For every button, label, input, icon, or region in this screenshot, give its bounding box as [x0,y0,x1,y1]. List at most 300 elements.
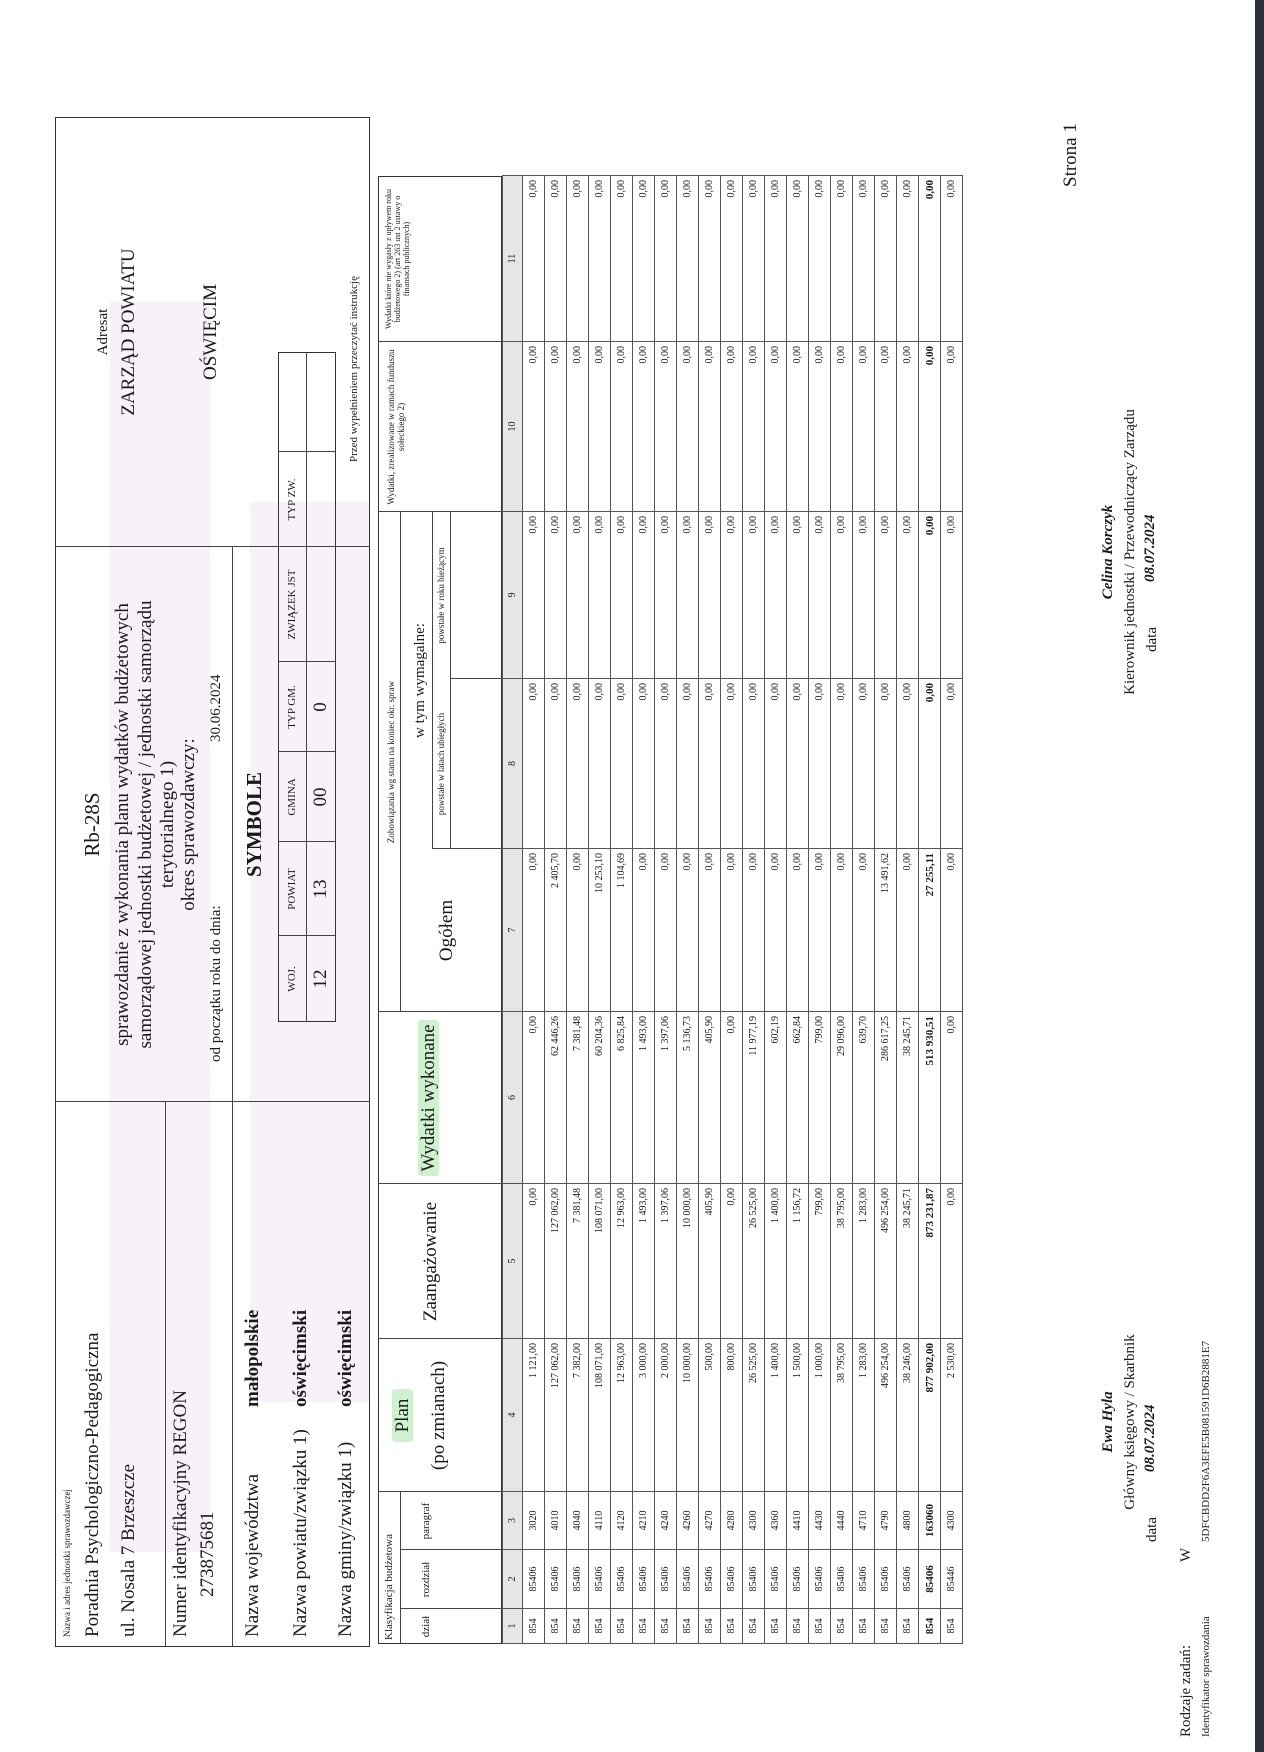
table-cell: 0,00 [897,679,919,849]
regon-value: 273875681 [197,1511,218,1597]
col-zaangazowanie: Zaangażowanie [420,1201,441,1322]
col-rok-biezacy: powstałe w roku bieżącym [436,547,446,644]
subtotal-row [919,176,941,1644]
column-number-row [503,176,523,1644]
table-cell: 4790 [875,1492,897,1550]
table-cell: 0,00 [721,679,743,849]
table-cell: 0,00 [853,679,875,849]
table-cell: 1 500,00 [787,1339,809,1492]
table-cell: 854 [523,1609,545,1644]
table-row [809,176,831,1644]
divider [400,512,401,1012]
table-cell: 0,00 [523,849,545,1012]
table-cell: 0,00 [809,176,831,342]
table-cell: 0,00 [633,342,655,512]
table-cell: 0,00 [743,176,765,342]
rodzaje-label: Rodzaje zadań: [1178,1644,1194,1737]
page-number: Strona 1 [1060,123,1081,187]
table-cell: 873 231,87 [919,1184,941,1339]
table-cell: 0,00 [699,342,721,512]
table-cell: 0,00 [721,1184,743,1339]
rodzaje-value: W [1178,1547,1194,1562]
table-cell: 0,00 [633,679,655,849]
table-cell: 4040 [567,1492,589,1550]
table-row [743,176,765,1644]
col-zobowiazania: Zobowiązania wg stanu na koniec okr. spraw [386,680,396,844]
table-cell: 0,00 [765,176,787,342]
table-cell: 85406 [875,1550,897,1609]
table-cell: 85406 [699,1550,721,1609]
klasyfikacja-label: Klasyfikacja budżetowa [383,1534,395,1640]
table-cell: 11 977,19 [743,1012,765,1184]
symbol-header-typ-gm: TYP GM. [286,685,298,729]
table-cell: 4440 [831,1492,853,1550]
table-cell: 4410 [787,1492,809,1550]
divider [165,1102,166,1647]
table-cell: 4120 [611,1492,633,1550]
table-cell: 0,00 [919,679,941,849]
table-cell: 0,00 [787,679,809,849]
table-cell: 127 062,00 [545,1339,567,1492]
table-cell: 7 382,00 [567,1339,589,1492]
table-cell: 1 493,00 [633,1012,655,1184]
table-cell: 0,00 [567,849,589,1012]
report-code: Rb-28S [80,792,104,857]
table-cell: 4710 [853,1492,875,1550]
regon-label: Numer identyfikacyjny REGON [170,1390,191,1637]
table-cell: 108 071,00 [589,1339,611,1492]
symbol-value-woj: 12 [310,969,331,989]
table-cell: 0,00 [567,342,589,512]
table-cell: 7 381,48 [567,1012,589,1184]
table-cell: 602,19 [765,1012,787,1184]
table-cell: 0,00 [545,342,567,512]
table-cell: 854 [589,1609,611,1644]
divider [232,547,233,1102]
instruction-note: Przed wypełnieniem przeczytać instrukcję [348,275,360,462]
table-cell: 0,00 [897,512,919,679]
table-row [567,176,589,1644]
table-cell: 38 795,00 [831,1184,853,1339]
table-cell: 0,00 [941,849,963,1012]
table-cell: 0,00 [677,849,699,1012]
table-cell: 0,00 [655,849,677,1012]
table-cell: 1 156,72 [787,1184,809,1339]
table-cell: 0,00 [699,176,721,342]
col-ogolem: Ogółem [436,899,457,962]
right-date-label: data [1144,627,1160,652]
table-cell: 1 000,00 [809,1339,831,1492]
table-cell: 513 930,51 [919,1012,941,1184]
table-cell: 0,00 [589,342,611,512]
table-cell: 639,70 [853,1012,875,1184]
table-cell: 0,00 [787,176,809,342]
table-cell: 85406 [831,1550,853,1609]
table-cell: 85406 [765,1550,787,1609]
table-cell: 4300 [941,1492,963,1550]
table-cell: 1 493,00 [633,1184,655,1339]
table-cell: 0,00 [567,679,589,849]
divider [378,341,502,342]
table-cell: 1 283,00 [853,1184,875,1339]
table-cell: 1 397,06 [655,1012,677,1184]
table-row [523,176,545,1644]
table-cell: 5 136,73 [677,1012,699,1184]
powiat-label: Nazwa powiatu/związku 1) [290,1429,311,1637]
report-id-value: 5DFCBDD2F6A3EFE5B081591D6B2881E7 [1200,1340,1212,1542]
table-cell: 0,00 [633,849,655,1012]
divider [232,1102,233,1647]
table-row [677,176,699,1644]
table-cell: 7 381,48 [567,1184,589,1339]
left-date: 08.07.2024 [1142,1404,1158,1472]
table-cell: 0,00 [611,679,633,849]
table-cell: 0,00 [765,342,787,512]
table-cell: 854 [545,1609,567,1644]
table-cell: 4430 [809,1492,831,1550]
table-cell: 10 253,10 [589,849,611,1012]
column-number-cell: 10 [503,342,523,512]
table-cell: 62 446,26 [545,1012,567,1184]
table-cell: 799,00 [809,1012,831,1184]
unit-address: ul. Nosala 7 Brzeszcze [118,1463,139,1637]
gmina-value: oświęcimski [335,1309,356,1407]
table-cell: 3020 [523,1492,545,1550]
chief-accountant-name: Ewa Hyla [1100,1391,1116,1453]
divider [400,1549,502,1550]
table-cell: 0,00 [831,342,853,512]
table-cell: 0,00 [545,679,567,849]
table-cell: 0,00 [721,849,743,1012]
table-cell: 1 104,69 [611,849,633,1012]
table-cell: 0,00 [787,512,809,679]
table-cell: 854 [655,1609,677,1644]
table-cell: 854 [787,1609,809,1644]
table-cell: 854 [809,1609,831,1644]
table-cell: 0,00 [655,176,677,342]
report-title-2: samorządowej jednostki budżetowej / jednostki samorządu terytorialnego 1) [135,600,178,1049]
table-cell: 0,00 [611,342,633,512]
table-cell: 0,00 [655,679,677,849]
table-cell: 0,00 [743,512,765,679]
table-cell: 12 963,00 [611,1184,633,1339]
table-cell: 0,00 [699,679,721,849]
table-cell: 6 825,84 [611,1012,633,1184]
divider [306,352,307,1022]
table-cell: 4280 [721,1492,743,1550]
symbol-header-powiat: POWIAT [286,868,298,910]
column-number-cell: 8 [503,679,523,849]
table-cell: 38 245,71 [897,1012,919,1184]
table-cell: 85406 [919,1550,941,1609]
left-date-label: data [1144,1517,1160,1542]
table-cell: 0,00 [523,1012,545,1184]
table-cell: 0,00 [853,176,875,342]
col-plan-title: Plan [392,1389,413,1443]
table-cell: 1 400,00 [765,1339,787,1492]
report-title-1: sprawozdanie z wykonania planu wydatków budżetowych [112,603,133,1046]
table-row [853,176,875,1644]
table-cell: 0,00 [831,679,853,849]
table-cell: 0,00 [721,342,743,512]
table-cell: 26 525,00 [743,1184,765,1339]
table-cell: 4260 [677,1492,699,1550]
table-cell: 85406 [743,1550,765,1609]
table-row [611,176,633,1644]
table-row [545,176,567,1644]
table-cell: 85406 [589,1550,611,1609]
table-row [765,176,787,1644]
table-cell: 0,00 [809,512,831,679]
table-cell: 0,00 [611,176,633,342]
col-rozdzial: rozdział [420,1561,432,1598]
table-cell: 854 [919,1609,941,1644]
table-cell: 163060 [919,1492,941,1550]
column-number-cell: 7 [503,849,523,1012]
table-cell: 1 400,00 [765,1184,787,1339]
table-cell: 0,00 [743,679,765,849]
table-cell: 4010 [545,1492,567,1550]
table-cell: 85406 [787,1550,809,1609]
table-cell: 85406 [633,1550,655,1609]
divider [450,678,502,679]
table-cell: 1 283,00 [853,1339,875,1492]
table-cell: 854 [941,1609,963,1644]
table-row [897,176,919,1644]
head-of-unit-name: Celina Korczyk [1100,504,1116,600]
table-cell: 0,00 [655,512,677,679]
addressee-city: OŚWIĘCIM [200,283,221,381]
table-cell: 85406 [809,1550,831,1609]
table-cell: 0,00 [633,512,655,679]
table-cell: 0,00 [875,342,897,512]
table-cell: 0,00 [897,849,919,1012]
table-row [589,176,611,1644]
table-cell: 0,00 [831,176,853,342]
table-cell: 854 [743,1609,765,1644]
gmina-label: Nazwa gminy/związku 1) [335,1441,356,1637]
table-cell: 0,00 [919,342,941,512]
table-cell: 4360 [765,1492,787,1550]
col-dzial: dział [420,1615,432,1638]
table-cell: 0,00 [941,512,963,679]
table-cell: 60 204,36 [589,1012,611,1184]
table-cell: 13 491,62 [875,849,897,1012]
table-cell: 0,00 [633,176,655,342]
col-wydatki: Wydatki wykonane [418,1020,439,1175]
table-row [699,176,721,1644]
table-cell: 0,00 [897,342,919,512]
symbol-header-woj: WOJ. [286,966,298,992]
table-cell: 0,00 [809,679,831,849]
table-cell: 4110 [589,1492,611,1550]
table-cell: 0,00 [523,679,545,849]
voiv-label: Nazwa województwa [242,1473,263,1637]
table-cell: 854 [875,1609,897,1644]
divider [400,1492,401,1644]
symbol-header-zwiazek: ZWIĄZEK JST [286,569,298,640]
table-cell: 1 397,06 [655,1184,677,1339]
table-row [941,176,963,1644]
addressee-name: ZARZĄD POWIATU [118,248,139,416]
table-cell: 0,00 [589,679,611,849]
table-cell: 0,00 [677,512,699,679]
table-cell: 85406 [545,1550,567,1609]
table-cell: 0,00 [699,512,721,679]
table-cell: 0,00 [765,679,787,849]
column-number-cell: 11 [503,176,523,342]
column-number-cell: 3 [503,1492,523,1550]
table-cell: 500,00 [699,1339,721,1492]
scan-edge [1255,0,1264,1752]
divider [400,1608,502,1609]
symbol-value-gmina: 00 [310,787,331,807]
table-cell: 85406 [567,1550,589,1609]
table-cell: 0,00 [523,1184,545,1339]
table-cell: 38 795,00 [831,1339,853,1492]
table-cell: 854 [765,1609,787,1644]
voiv-value: małopolskie [242,1309,263,1407]
table-cell: 0,00 [721,1012,743,1184]
table-cell: 0,00 [875,512,897,679]
table-cell: 85406 [523,1550,545,1609]
table-cell: 0,00 [897,176,919,342]
table-cell: 0,00 [787,342,809,512]
table-cell: 0,00 [831,849,853,1012]
table-row [721,176,743,1644]
table-cell: 854 [897,1609,919,1644]
table-cell: 0,00 [523,342,545,512]
table-cell: 26 525,00 [743,1339,765,1492]
table-cell: 4270 [699,1492,721,1550]
table-row [787,176,809,1644]
table-cell: 0,00 [765,849,787,1012]
table-cell: 0,00 [743,849,765,1012]
addressee-label: Adresat [95,308,111,356]
table-cell: 799,00 [809,1184,831,1339]
table-cell: 0,00 [853,849,875,1012]
table-cell: 0,00 [809,342,831,512]
table-cell: 854 [699,1609,721,1644]
symbol-header-typ-zw: TYP ZW. [286,478,298,521]
symbol-value-powiat: 13 [310,879,331,899]
col-plan-subtitle: (po zmianach) [428,1360,449,1471]
col-niewygasle: Wydatki które nie wygasły z upływem roku budżetowego 2) (art 263 ust 2 ustawy o finansach publicznych) [384,189,411,329]
table-cell: 0,00 [743,342,765,512]
table-cell: 0,00 [919,176,941,342]
table-cell: 85446 [941,1550,963,1609]
table-row [875,176,897,1644]
table-cell: 0,00 [611,512,633,679]
table-cell: 0,00 [699,849,721,1012]
table-cell: 854 [677,1609,699,1644]
chief-accountant-role: Główny księgowy / Skarbnik [1122,1334,1138,1510]
table-cell: 854 [853,1609,875,1644]
table-row [831,176,853,1644]
table-cell: 0,00 [941,342,963,512]
symbols-title: SYMBOLE [242,771,266,878]
table-cell: 854 [721,1609,743,1644]
table-cell: 12 963,00 [611,1339,633,1492]
table-cell: 85406 [655,1550,677,1609]
symbol-header-gmina: GMINA [286,778,298,816]
table-cell: 2 405,70 [545,849,567,1012]
table-cell: 85406 [853,1550,875,1609]
table-cell: 0,00 [831,512,853,679]
col-plan-wrap [392,1339,414,1492]
table-cell: 0,00 [677,342,699,512]
table-cell: 0,00 [677,176,699,342]
table-cell: 38 246,00 [897,1339,919,1492]
table-cell: 0,00 [941,1184,963,1339]
table-cell: 0,00 [523,512,545,679]
unit-name: Poradnia Psychologiczno-Pedagogiczna [82,1332,103,1637]
table-cell: 85406 [897,1550,919,1609]
col-w-tym-wymagalne: w tym wymagalne: [412,623,428,738]
table-cell: 0,00 [875,679,897,849]
table-cell: 405,90 [699,1012,721,1184]
table-cell: 0,00 [589,176,611,342]
table-cell: 4300 [743,1492,765,1550]
table-cell: 2 530,00 [941,1339,963,1492]
column-number-cell: 4 [503,1339,523,1492]
right-date: 08.07.2024 [1142,514,1158,582]
table-row [655,176,677,1644]
table-cell: 2 000,00 [655,1339,677,1492]
table-cell: 0,00 [787,849,809,1012]
table-row [633,176,655,1644]
table-cell: 27 255,11 [919,849,941,1012]
table-cell: 0,00 [567,176,589,342]
period-from-label: od początku roku do dnia: [208,905,224,1062]
table-cell: 10 000,00 [677,1339,699,1492]
table-cell: 854 [831,1609,853,1644]
table-cell: 85406 [611,1550,633,1609]
divider [432,512,433,849]
table-cell: 854 [611,1609,633,1644]
table-cell: 108 071,00 [589,1184,611,1339]
table-cell: 0,00 [941,1012,963,1184]
table-cell: 877 902,00 [919,1339,941,1492]
table-cell: 0,00 [721,176,743,342]
report-id-label: Identyfikator sprawozdania [1200,1616,1212,1737]
column-number-cell: 5 [503,1184,523,1339]
table-cell: 0,00 [721,512,743,679]
table-cell: 0,00 [567,512,589,679]
symbol-value-typ-gm: 0 [310,702,331,712]
table-cell: 38 245,71 [897,1184,919,1339]
table-cell: 127 062,00 [545,1184,567,1339]
table-cell: 0,00 [919,512,941,679]
column-number-cell: 9 [503,512,523,679]
col-paragraf: paragraf [420,1502,432,1540]
table-cell: 0,00 [941,176,963,342]
table-cell: 854 [567,1609,589,1644]
table-cell: 0,00 [941,679,963,849]
period-date: 30.06.2024 [208,674,224,742]
table-cell: 662,84 [787,1012,809,1184]
table-cell: 0,00 [875,176,897,342]
table-cell: 0,00 [545,512,567,679]
table-cell: 496 254,00 [875,1184,897,1339]
expenditure-table [502,175,963,1644]
table-cell: 0,00 [853,342,875,512]
table-cell: 0,00 [589,512,611,679]
head-of-unit-role: Kierownik jednostki / Przewodniczący Zarządu [1122,409,1138,695]
table-cell: 4210 [633,1492,655,1550]
table-cell: 0,00 [677,679,699,849]
table-cell: 0,00 [853,512,875,679]
